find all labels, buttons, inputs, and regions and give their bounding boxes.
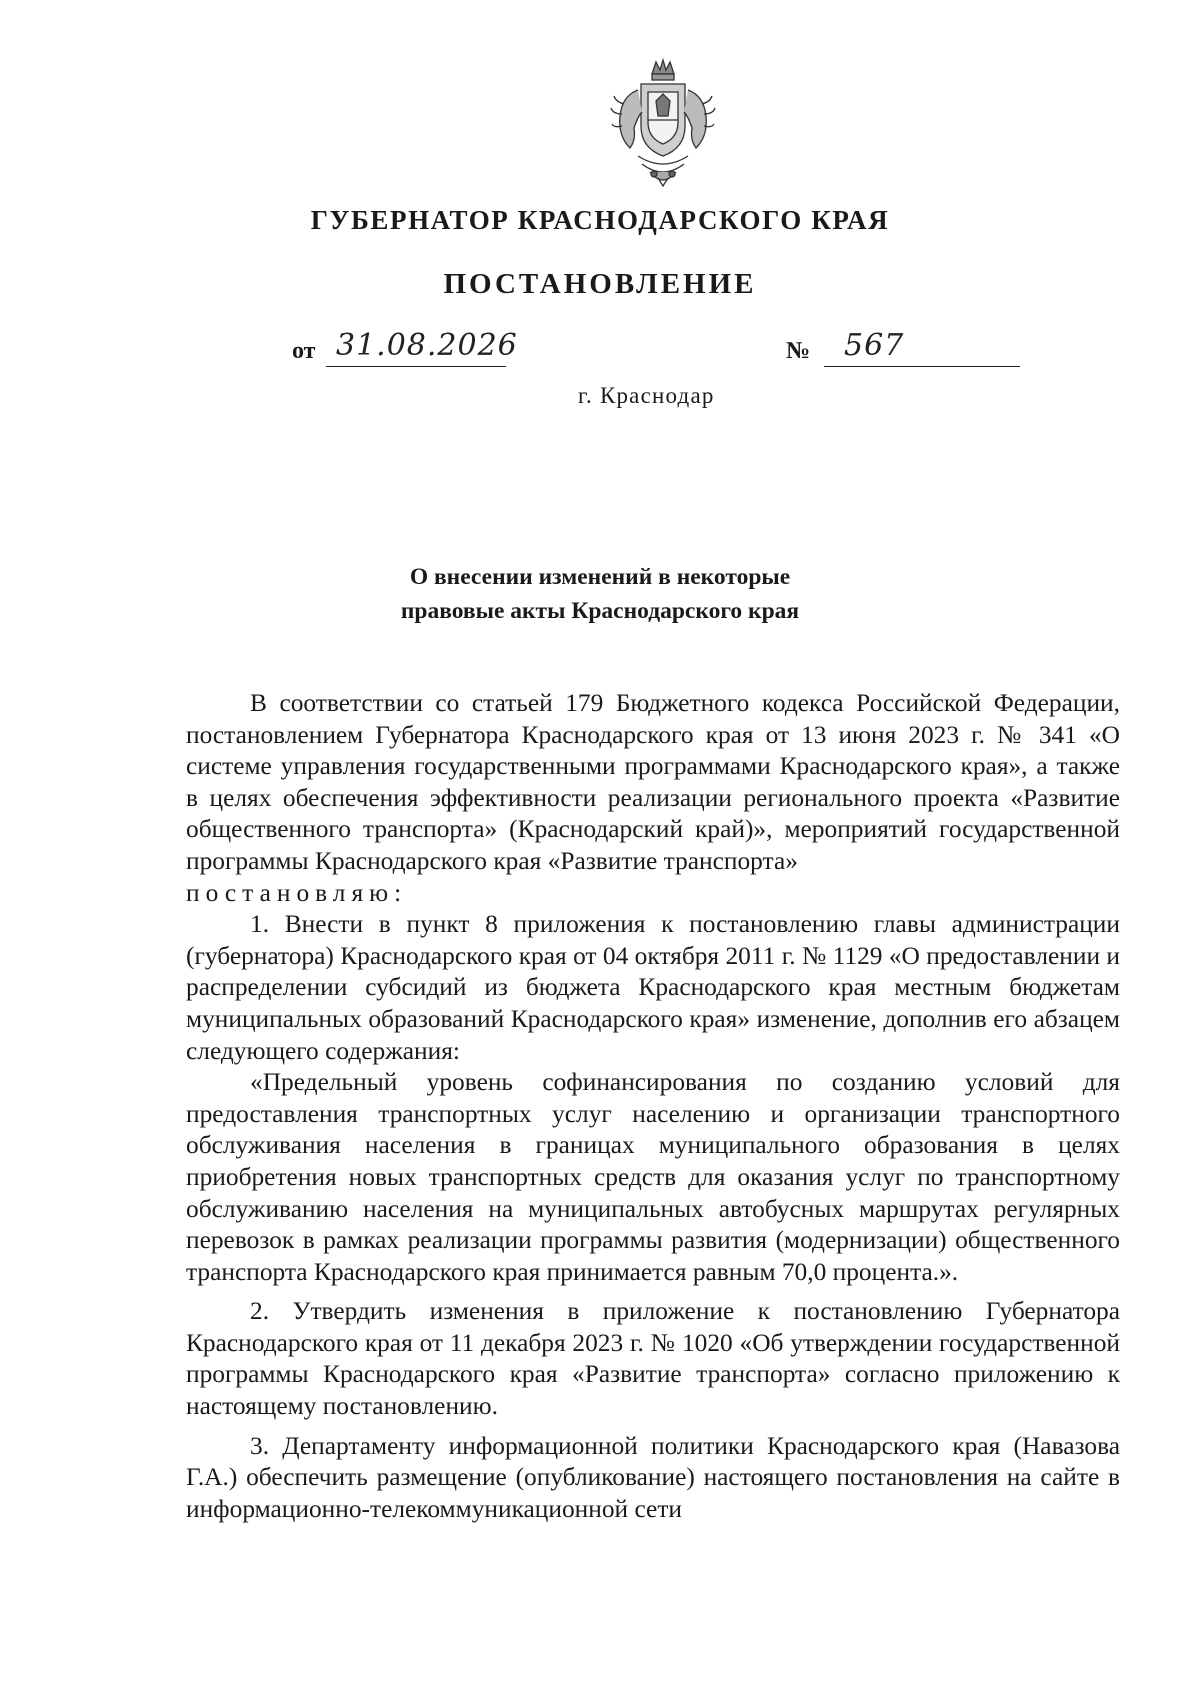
number-prefix: № bbox=[786, 338, 811, 364]
item-1-quote-paragraph: «Предельный уровень софинансирования по созданию условий для предоставления транспортных услуг населению и организации транспортного обслуживания населения в границах муниципального образования в целях приобретения новых транспортных средств для оказания услуг по транспортному обслуживанию населения на муниципальных автобусных маршрутах регулярных перевозок в рамках реализации программы развития (модернизации) общественного транспорта Краснодарского края принимается равным 70,0 процента.». bbox=[186, 1068, 1120, 1286]
title-line-2: правовые акты Краснодарского края bbox=[400, 598, 800, 624]
title-line-1: О внесении изменений в некоторые bbox=[409, 564, 791, 590]
item-2-paragraph: 2. Утвердить изменения в приложение к постановлению Губернатора Краснодарского края от 11 декабря 2023 г. № 1020 «Об утверждении государственной программы Краснодарского края «Развитие транспорта» согласно приложению к настоящему постановлению. bbox=[186, 1297, 1120, 1421]
preamble-paragraph: В соответствии со статьей 179 Бюджетного кодекса Российской Федерации, постановлением Губернатора Краснодарского края от 13 июня 2023 г. № 341 «О системе управления государственными программами Краснодарского края», а также в целях обеспечения эффективности реализации регионального проекта «Развитие общественного транспорта» (Краснодарский край)», мероприятий государственной программы Краснодарского края «Развитие транспорта» bbox=[186, 689, 1120, 875]
coat-of-arms-emblem bbox=[608, 56, 718, 191]
document-title bbox=[0, 560, 1200, 628]
document-type: ПОСТАНОВЛЕНИЕ bbox=[443, 268, 757, 300]
number-underline bbox=[824, 366, 1020, 367]
number-value: 567 bbox=[844, 328, 905, 363]
item-1-paragraph: 1. Внести в пункт 8 приложения к постановлению главы администрации (губернатора) Краснодарского края от 04 октября 2011 г. № 1129 «О предоставлении и распределении субсидий из бюджета Краснодарского края местным бюджетам муниципальных образований Краснодарского края» изменение, дополнив его абзацем следующего содержания: bbox=[186, 910, 1120, 1065]
city: г. Краснодар bbox=[578, 383, 715, 408]
document-body bbox=[186, 688, 1120, 1525]
issuing-authority: ГУБЕРНАТОР КРАСНОДАРСКОГО КРАЯ bbox=[310, 205, 890, 235]
date-value: 31.08.2026 bbox=[336, 328, 518, 363]
resolve-word: постановляю: bbox=[186, 878, 408, 907]
date-prefix: от bbox=[292, 338, 316, 364]
date-underline bbox=[326, 366, 506, 367]
item-3-paragraph: 3. Департаменту информационной политики Краснодарского края (Навазова Г.А.) обеспечить размещение (опубликование) настоящего постановления на сайте в информационно-телекоммуникационной сети bbox=[186, 1431, 1120, 1523]
